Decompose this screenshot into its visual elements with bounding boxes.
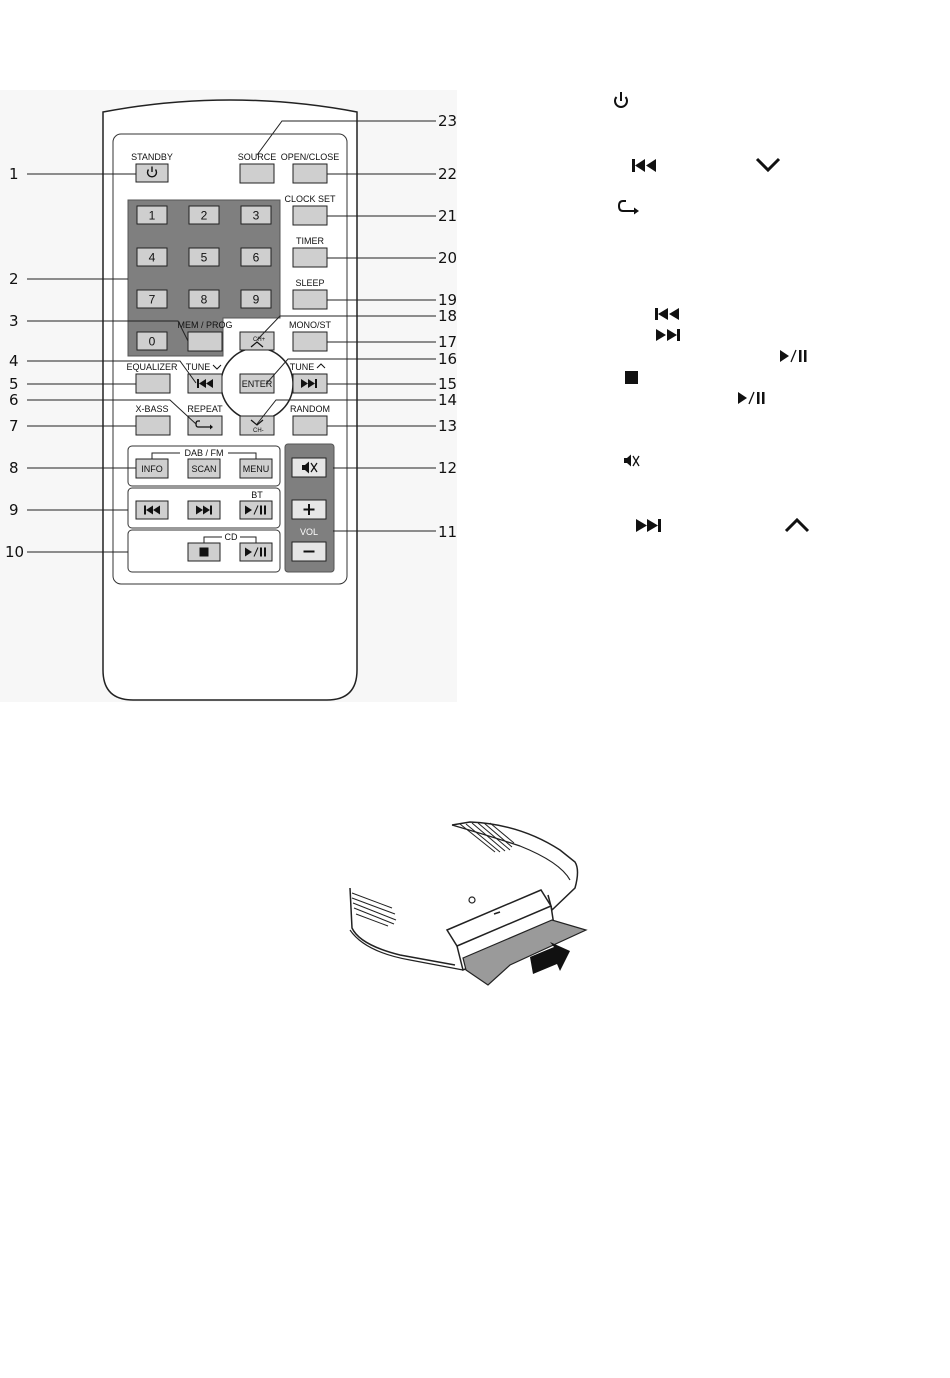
scan-label: SCAN [191, 464, 217, 474]
open-close-label: OPEN/CLOSE [280, 152, 340, 162]
mem-prog-label: MEM / PROG [177, 320, 233, 330]
vol-label: VOL [299, 527, 319, 537]
mono-st-label: MONO/ST [289, 320, 331, 330]
key-7-label: 7 [148, 292, 156, 307]
callout-6: 6 [9, 391, 19, 409]
callout-15: 15 [438, 375, 458, 393]
tune-down-label: TUNE [185, 362, 211, 372]
callout-19: 19 [438, 291, 458, 309]
battery-tab-illustration [345, 810, 600, 998]
enter-label: ENTER [241, 379, 273, 389]
stop-icon [625, 371, 638, 384]
random-label: RANDOM [290, 404, 330, 414]
chevron-down-icon [757, 159, 779, 170]
sleep-button[interactable] [293, 290, 327, 309]
play-pause-icon [780, 350, 807, 362]
skip-previous-icon [632, 159, 656, 172]
callout-17: 17 [438, 333, 458, 351]
source-button[interactable] [240, 164, 274, 183]
ch-plus-button[interactable] [240, 332, 274, 350]
callout-14: 14 [438, 391, 458, 409]
open-close-button[interactable] [293, 164, 327, 183]
standby-label: STANDBY [131, 152, 173, 162]
enter-button[interactable] [240, 374, 274, 393]
random-button[interactable] [293, 416, 327, 435]
bt-label: BT [251, 490, 263, 500]
volume-up-button[interactable] [292, 500, 326, 519]
x-bass-label: X-BASS [135, 404, 169, 414]
volume-down-button[interactable] [292, 542, 326, 561]
callout-2: 2 [9, 270, 19, 288]
tune-up-label: TUNE [289, 362, 315, 372]
key-1-label: 1 [148, 208, 156, 223]
tune-up-button[interactable] [293, 374, 327, 393]
mute-button[interactable] [292, 458, 326, 477]
callout-7: 7 [9, 417, 19, 435]
source-label: SOURCE [237, 152, 277, 162]
chevron-up-icon [786, 520, 808, 531]
mem-prog-button[interactable] [188, 332, 222, 351]
clock-set-label: CLOCK SET [284, 194, 336, 204]
key-5-label: 5 [200, 250, 208, 265]
info-label: INFO [141, 464, 163, 474]
callout-3: 3 [9, 312, 19, 330]
callout-18: 18 [438, 307, 458, 325]
ch-minus-button[interactable] [240, 416, 274, 435]
key-0-label: 0 [148, 334, 156, 349]
key-6-label: 6 [252, 250, 260, 265]
repeat-button[interactable] [188, 416, 222, 435]
cd-stop-button[interactable] [188, 543, 220, 561]
scan-button[interactable] [188, 459, 220, 478]
minus-icon [304, 551, 315, 553]
callout-11: 11 [438, 523, 458, 541]
equalizer-button[interactable] [136, 374, 170, 393]
timer-label: TIMER [296, 236, 324, 246]
skip-next-icon [656, 329, 680, 341]
mono-st-button[interactable] [293, 332, 327, 351]
sleep-label: SLEEP [295, 278, 325, 288]
key-2-label: 2 [200, 208, 208, 223]
callout-22: 22 [438, 165, 458, 183]
tune-down-button[interactable] [188, 374, 222, 393]
standby-button[interactable] [136, 164, 168, 182]
cd-label: CD [224, 532, 238, 542]
stop-icon [200, 548, 209, 557]
timer-button[interactable] [293, 248, 327, 267]
key-9-label: 9 [252, 292, 260, 307]
callout-8: 8 [9, 459, 19, 477]
ch-minus-label: CH- [253, 428, 264, 434]
bt-previous-button[interactable] [136, 501, 168, 519]
repeat-label: REPEAT [187, 404, 223, 414]
dab-fm-label: DAB / FM [184, 448, 224, 458]
info-button[interactable] [136, 459, 168, 478]
skip-next-icon [636, 519, 661, 532]
menu-button[interactable] [240, 459, 272, 478]
callout-4: 4 [9, 352, 19, 370]
callout-13: 13 [438, 417, 458, 435]
bt-next-button[interactable] [188, 501, 220, 519]
clock-set-button[interactable] [293, 206, 327, 225]
callout-10: 10 [5, 543, 25, 561]
callout-21: 21 [438, 207, 458, 225]
repeat-icon [619, 201, 639, 215]
power-icon [615, 92, 627, 107]
skip-previous-icon [655, 308, 679, 320]
callout-9: 9 [9, 501, 19, 519]
mute-icon [624, 455, 639, 467]
play-pause-icon [738, 392, 765, 404]
x-bass-button[interactable] [136, 416, 170, 435]
ch-plus-label: CH+ [253, 337, 266, 343]
bt-play-pause-button[interactable] [240, 501, 272, 519]
callout-12: 12 [438, 459, 458, 477]
cd-play-pause-button[interactable] [240, 543, 272, 561]
callout-5: 5 [9, 375, 19, 393]
key-4-label: 4 [148, 250, 156, 265]
key-3-label: 3 [252, 208, 260, 223]
key-8-label: 8 [200, 292, 208, 307]
callout-16: 16 [438, 350, 458, 368]
equalizer-label: EQUALIZER [126, 362, 178, 372]
callout-23: 23 [438, 112, 458, 130]
callout-1: 1 [9, 165, 19, 183]
menu-label: MENU [242, 464, 270, 474]
callout-20: 20 [438, 249, 458, 267]
